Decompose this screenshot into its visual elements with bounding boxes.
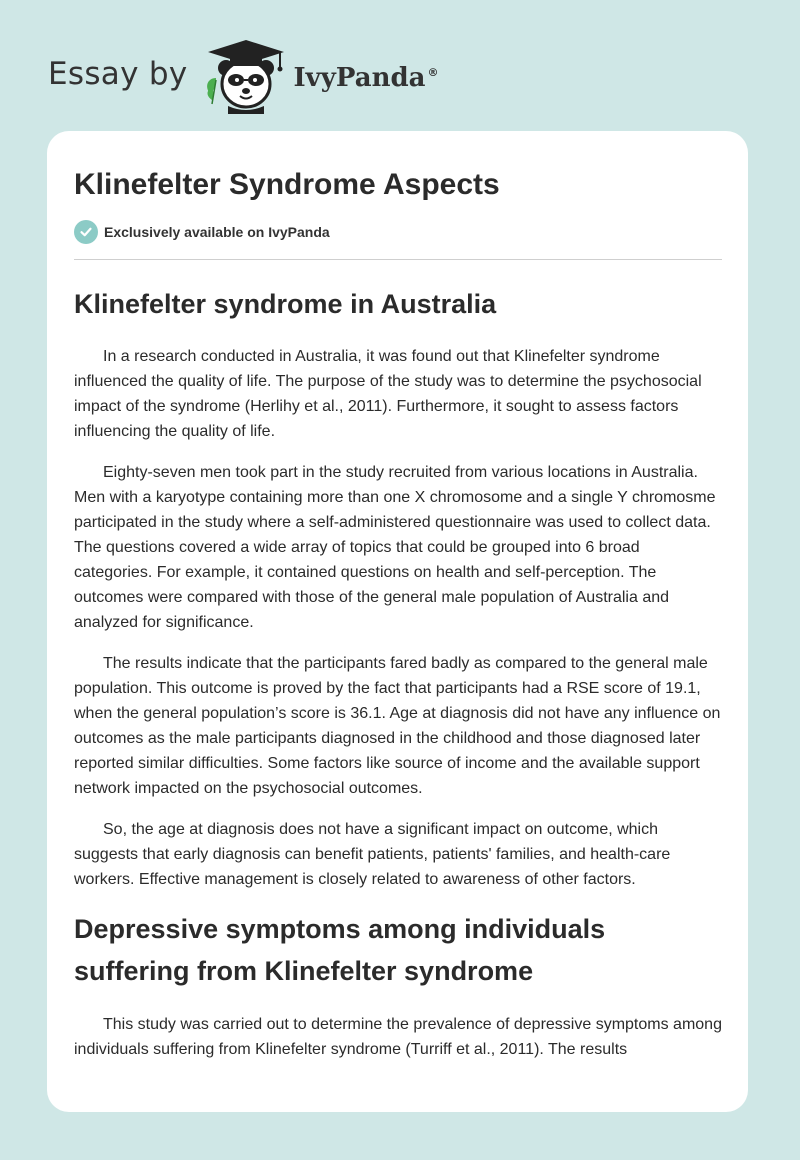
paragraph: The results indicate that the participants fared badly as compared to the general male population. This outcome is proved by the fact that participants had a RSE score of 19.1, when the general population’s score is 36.1. Age at diagnosis did not have any influence on outcomes as the male participants diagnosed in the childhood and those diagnosed later reported similar difficulties. Some factors like source of income and the available support network impacted on the psychosocial outcomes. xyxy=(74,655,721,797)
exclusive-badge xyxy=(74,220,722,244)
section-heading: Klinefelter syndrome in Australia xyxy=(74,289,497,319)
brand-prefix: Essay by xyxy=(48,56,188,92)
page-title: Klinefelter Syndrome Aspects xyxy=(74,168,500,201)
panda-mascot-icon xyxy=(200,34,292,114)
exclusive-badge-label: Exclusively available on IvyPanda xyxy=(104,224,330,240)
article-card xyxy=(47,131,748,1112)
brand-logo[interactable] xyxy=(48,34,439,114)
section-heading: Depressive symptoms among individuals suffering from Klinefelter syndrome xyxy=(74,914,606,986)
checkmark-icon xyxy=(74,220,98,244)
paragraph: So, the age at diagnosis does not have a significant impact on outcome, which suggests that early diagnosis can benefit patients, patients' families, and health-care workers. Effective management is closely related to awareness of other factors. xyxy=(74,821,671,888)
paragraph: In a research conducted in Australia, it was found out that Klinefelter syndrome influenced the quality of life. The purpose of the study was to determine the psychosocial impact of the syndrome (Herlihy et al., 2011). Furthermore, it sought to assess factors influencing the quality of life. xyxy=(74,348,702,440)
divider xyxy=(74,259,722,260)
paragraph: This study was carried out to determine the prevalence of depressive symptoms among individuals suffering from Klinefelter syndrome (Turriff et al., 2011). The results xyxy=(74,1016,722,1058)
paragraph: Eighty-seven men took part in the study recruited from various locations in Australia. Men with a karyotype containing more than one X chromosome and a single Y chromosme participated in the study where a self-administered questionnaire was used to collect data. The questions covered a wide array of topics that could be grouped into 6 broad categories. For example, it contained questions on health and self-perception. The outcomes were compared with those of the general male population of Australia and analyzed for significance. xyxy=(74,464,716,631)
brand-name: IvyPanda ® xyxy=(293,63,439,93)
